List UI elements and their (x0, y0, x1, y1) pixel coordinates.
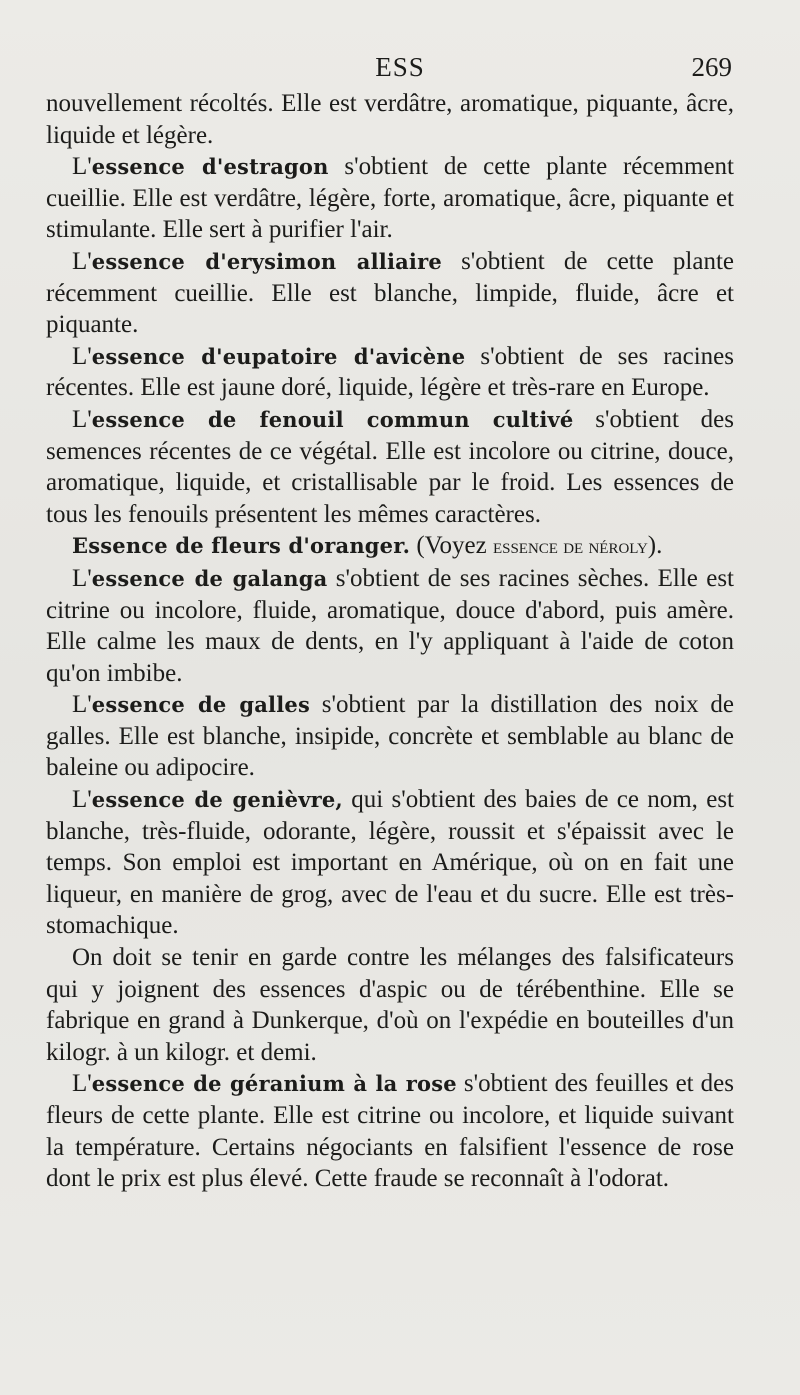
entry-article: L' (72, 1070, 92, 1098)
entry-term: essence de géranium à la rose (91, 1071, 457, 1097)
entry-estragon (46, 151, 734, 246)
entry-text: s'obtient de ses racines récentes. Elle est jaune doré, liquide, légère et très-rare en Europe. (46, 342, 735, 402)
entry-text: s'obtient de cette plante récemment cueillie. Elle est verdâtre, légère, forte, aromatique, âcre, piquante et stimulante. Elle sert à purifier l'air. (46, 153, 735, 244)
entry-article: L' (72, 786, 92, 814)
paragraph-continuation (46, 88, 734, 151)
cross-reference: essence de néroly (492, 534, 648, 559)
entry-term: essence d'eupatoire d'avicène (91, 343, 466, 369)
entry-text: s'obtient des semences récentes de ce végétal. Elle est incolore ou citrine, douce, aromatique, liquide, et cristallisable par le froid. Les essences de tous les fenouils présentent les mêmes caractères. (46, 405, 734, 528)
entry-text: (Voyez (410, 532, 493, 560)
paragraph-text: nouvellement récoltés. Elle est verdâtre, aromatique, piquante, âcre, liquide et légère. (46, 90, 734, 149)
entry-genievre (46, 784, 734, 942)
entry-term: Essence de fleurs d'oranger. (72, 533, 411, 559)
entry-text: s'obtient de ses racines sèches. Elle est citrine ou incolore, fluide, aromatique, douce d'abord, puis amère. Elle calme les maux de dents, en l'y appliquant à l'aide de coton qu'on imbibe. (46, 564, 734, 687)
entry-article: L' (72, 153, 92, 181)
entry-geranium (46, 1068, 734, 1194)
entry-erysimon (46, 246, 734, 341)
entry-text: s'obtient des feuilles et des fleurs de cette plante. Elle est citrine ou incolore, et liquide suivant la température. Certains négociants en falsifient l'essence de rose dont le prix est plus élevé. Cette fraude se reconnaît à l'odorat. (46, 1070, 734, 1193)
entry-article: L' (72, 691, 92, 719)
entry-term: essence de galanga (91, 565, 328, 591)
entry-fleurs-oranger (46, 530, 734, 563)
entry-article: L' (72, 342, 92, 370)
entry-term: essence d'estragon (91, 154, 329, 180)
entry-term: essence de fenouil commun cultivé (91, 406, 574, 432)
entry-article: L' (72, 564, 92, 592)
entry-article: L' (72, 405, 92, 433)
entry-fenouil (46, 404, 734, 530)
entry-text: s'obtient par la distillation des noix de galles. Elle est blanche, insipide, concrète et semblable au blanc de baleine ou adipocire. (46, 691, 735, 782)
entry-galanga (46, 563, 734, 689)
entry-text: s'obtient de cette plante récemment cueillie. Elle est blanche, limpide, fluide, âcre et piquante. (46, 247, 734, 339)
entry-term: essence de genièvre, (91, 787, 343, 813)
running-head: ESS (375, 52, 425, 82)
page-number: 269 (691, 52, 732, 82)
entry-article: L' (72, 247, 92, 275)
entry-eupatoire (46, 341, 734, 404)
paragraph-text: On doit se tenir en garde contre les mélanges des falsificateurs qui y joignent des essences d'aspic ou de térébenthine. Elle se fabrique en grand à Dunkerque, d'où on l'expédie en bouteilles d'un kilogr. à un kilogr. et demi. (46, 944, 734, 1066)
entry-term: essence de galles (91, 692, 311, 718)
entry-text-end: ). (647, 532, 663, 560)
page-header (0, 52, 800, 88)
paragraph-falsification (46, 942, 734, 1068)
entry-term: essence d'erysimon alliaire (91, 248, 442, 274)
body-text (46, 88, 734, 1195)
entry-galles (46, 689, 734, 784)
entry-text: qui s'obtient des baies de ce nom, est blanche, très-fluide, odorante, légère, roussit et s'épaissit avec le temps. Son emploi est important en Amérique, où on en fait une liqueur, en manière de grog, avec de l'eau et du sucre. Elle est très-stomachique. (46, 786, 735, 940)
